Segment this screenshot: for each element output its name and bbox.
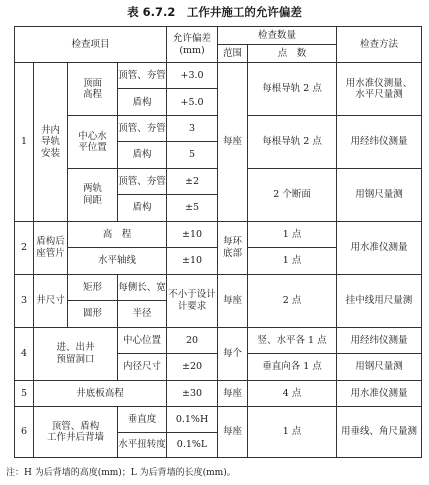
horizontal-axis-label: 水平轴线 xyxy=(68,248,167,274)
points-cell: 2 个断面 xyxy=(248,168,337,221)
scope-cell: 每座 xyxy=(218,380,248,406)
tolerance-cell: 5 xyxy=(167,142,218,168)
tolerance-cell: 0.1%L xyxy=(167,432,218,458)
row-number: 1 xyxy=(15,63,34,222)
bottom-elevation-label: 井底板高程 xyxy=(34,380,167,406)
method-cell: 用水准仪测量 xyxy=(337,221,422,274)
shield-label: 盾构 xyxy=(118,89,167,115)
back-wall-label: 顶管、盾构 工作井后背墙 xyxy=(34,407,118,458)
row-number: 4 xyxy=(15,327,34,380)
round-label: 圆形 xyxy=(68,301,118,327)
rail-gap-label: 两轨 间距 xyxy=(68,168,118,221)
verticality-label: 垂直度 xyxy=(118,407,167,432)
elevation-label: 高 程 xyxy=(68,221,167,247)
shield-label: 盾构 xyxy=(118,195,167,221)
method-cell: 用经纬仪测量 xyxy=(337,327,422,353)
top-elevation-label: 顶面 高程 xyxy=(68,63,118,116)
points-cell: 4 点 xyxy=(248,380,337,406)
row-number: 2 xyxy=(15,221,34,274)
header-tolerance: 允许偏差 (mm) xyxy=(167,27,218,63)
jacking-label: 顶管、夯管 xyxy=(118,115,167,141)
header-method: 检查方法 xyxy=(337,27,422,63)
scope-cell: 每座 xyxy=(218,407,248,458)
tolerance-cell: 不小于设计 计要求 xyxy=(167,274,218,327)
points-cell: 垂直向各 1 点 xyxy=(248,354,337,380)
inner-diameter-label: 内径尺寸 xyxy=(118,354,167,380)
scope-cell: 每座 xyxy=(218,63,248,222)
method-cell: 用经纬仪测量 xyxy=(337,115,422,168)
horizontal-twist-label: 水平扭转度 xyxy=(118,432,167,458)
method-cell: 挂中线用尺量测 xyxy=(337,274,422,327)
points-cell: 每根导轨 2 点 xyxy=(248,63,337,116)
scope-cell: 每个 xyxy=(218,327,248,380)
points-cell: 1 点 xyxy=(248,248,337,274)
row-number: 6 xyxy=(15,407,34,458)
tolerance-cell: ±10 xyxy=(167,221,218,247)
header-quantity: 检查数量 xyxy=(218,27,337,45)
points-cell: 1 点 xyxy=(248,221,337,247)
points-cell: 1 点 xyxy=(248,407,337,458)
center-label: 中心位置 xyxy=(118,327,167,353)
side-length-label: 每侧长、宽 xyxy=(118,274,167,300)
tolerance-cell: 3 xyxy=(167,115,218,141)
table-note: 注：H 为后背墙的高度(mm)；L 为后背墙的长度(mm)。 xyxy=(6,468,236,478)
guide-rail-label: 井内 导轨 安装 xyxy=(34,63,68,222)
reserved-hole-label: 进、出井 预留洞口 xyxy=(34,327,118,380)
method-cell: 用水准仪测量、 水平尺量测 xyxy=(337,63,422,116)
jacking-label: 顶管、夯管 xyxy=(118,168,167,194)
points-cell: 每根导轨 2 点 xyxy=(248,115,337,168)
method-cell: 用垂线、角尺量测 xyxy=(337,407,422,458)
shield-label: 盾构 xyxy=(118,142,167,168)
rectangle-label: 矩形 xyxy=(68,274,118,300)
method-cell: 用钢尺量测 xyxy=(337,354,422,380)
scope-cell: 每环 底部 xyxy=(218,221,248,274)
tolerance-table xyxy=(14,26,422,458)
tolerance-cell: +3.0 xyxy=(167,63,218,89)
header-scope: 范围 xyxy=(218,45,248,63)
tolerance-cell: ±20 xyxy=(167,354,218,380)
jacking-label: 顶管、夯管 xyxy=(118,63,167,89)
back-seat-label: 盾构后 座管片 xyxy=(34,221,68,274)
well-size-label: 井尺寸 xyxy=(34,274,68,327)
points-cell: 竖、水平各 1 点 xyxy=(248,327,337,353)
tolerance-cell: 20 xyxy=(167,327,218,353)
scope-cell: 每座 xyxy=(218,274,248,327)
tolerance-cell: +5.0 xyxy=(167,89,218,115)
method-cell: 用钢尺量测 xyxy=(337,168,422,221)
center-position-label: 中心水 平位置 xyxy=(68,115,118,168)
tolerance-cell: ±30 xyxy=(167,380,218,406)
tolerance-cell: ±10 xyxy=(167,248,218,274)
tolerance-cell: ±2 xyxy=(167,168,218,194)
header-points: 点 数 xyxy=(248,45,337,63)
tolerance-cell: ±5 xyxy=(167,195,218,221)
row-number: 5 xyxy=(15,380,34,406)
points-cell: 2 点 xyxy=(248,274,337,327)
tolerance-cell: 0.1%H xyxy=(167,407,218,432)
row-number: 3 xyxy=(15,274,34,327)
radius-label: 半径 xyxy=(118,301,167,327)
table-title: 表 6.7.2 工作井施工的允许偏差 xyxy=(127,5,302,19)
method-cell: 用水准仪测量 xyxy=(337,380,422,406)
header-item: 检查项目 xyxy=(15,27,167,63)
